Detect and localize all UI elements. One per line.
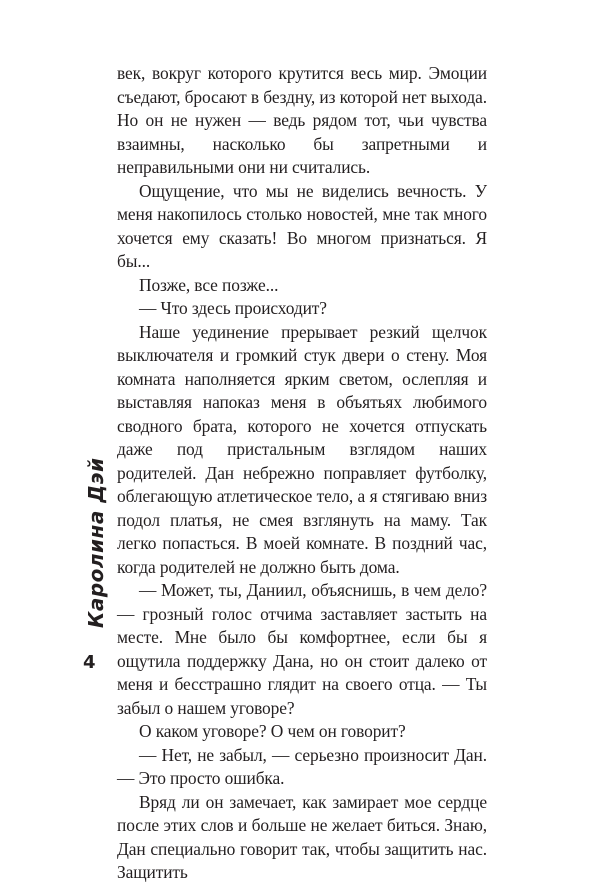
paragraph: век, вокруг которого крутится весь мир. Эмоции съедают, бросают в бездну, из которой нет выхода. Но он не нужен — ведь рядом тот, чьи чувства взаимны, насколько бы запретными и неправильными они ни считались. [117,63,487,177]
paragraph: Наше уединение прерывает резкий щелчок выключателя и громкий стук двери о стену. Моя комната наполняется ярким светом, ослепляя и выставляя напоказ меня в объятьях любимого сводного брата, которого не хочется отпускать даже под пристальным взглядом наших родителей. Дан небрежно поправляет футболку, облегающую атлетическое тело, а я стягиваю вниз подол платья, не смея взглянуть на маму. Так легко попасться. В моей комнате. В поздний час, когда родителей не должно быть дома. [117,321,487,577]
paragraph: О каком уговоре? О чем он говорит? [139,721,406,741]
paragraph: — Нет, не забыл, — серьезно произносит Дан. — Это просто ошибка. [117,744,487,788]
running-head-author: Каролина Дэй [84,457,108,628]
body-text [117,62,487,885]
paragraph: Ощущение, что мы не виделись вечность. У меня накопилось столько новостей, мне так много хочется ему сказать! Во многом признаться. Я бы... [117,180,487,271]
page-number: 4 [83,652,96,673]
paragraph: Вряд ли он замечает, как замирает мое сердце после этих слов и больше не желает биться. Знаю, Дан специально говорит так, чтобы защитить нас. Защитить [117,791,487,882]
paragraph: — Может, ты, Даниил, объяснишь, в чем дело? — грозный голос отчима заставляет застыть на месте. Мне было бы комфортнее, если бы я ощутила поддержку Дана, но он стоит далеко от меня и бесстрашно глядит на своего отца. — Ты забыл о нашем уговоре? [117,580,487,718]
paragraph: — Что здесь происходит? [139,298,327,318]
paragraph: Позже, все позже... [139,274,279,295]
